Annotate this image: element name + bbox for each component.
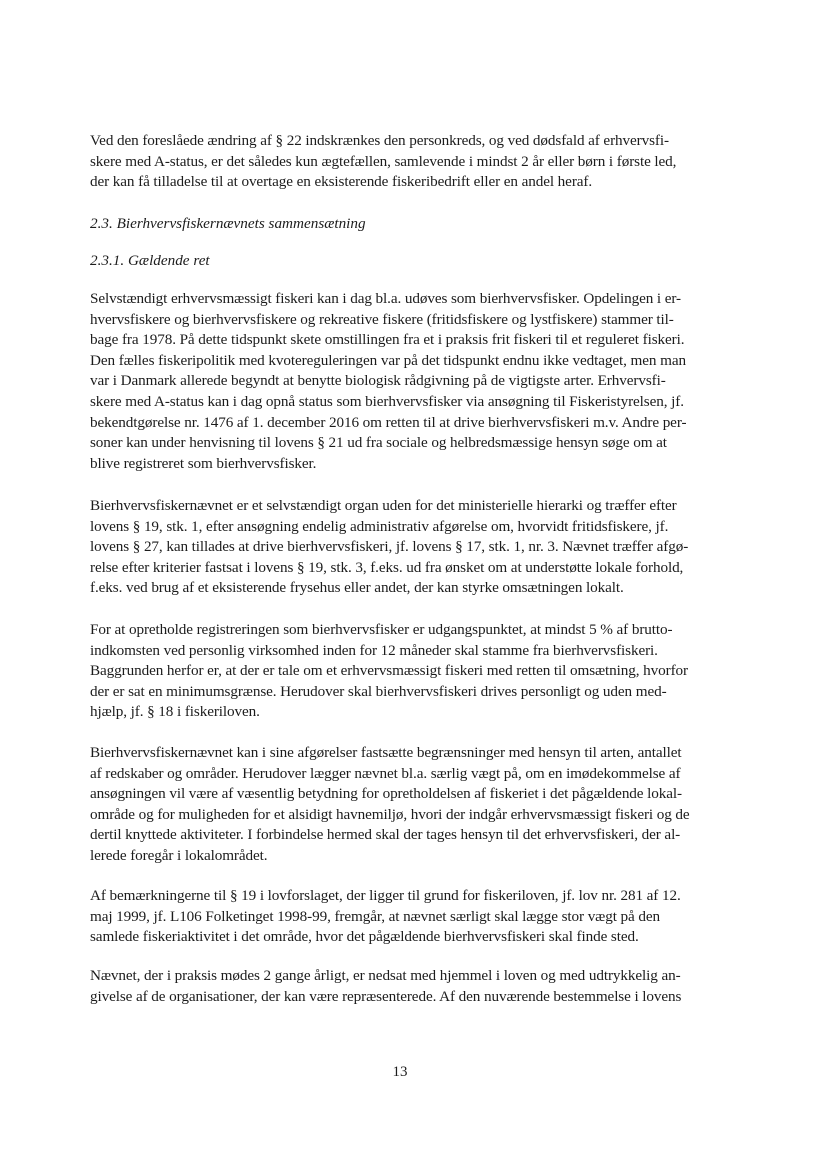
text-line: soner kan under henvisning til lovens § 21 ud fra sociale og helbredsmæssige hensyn søge om at [90,434,667,452]
subsection-heading: 2.3.1. Gældende ret [90,252,210,269]
text-line: maj 1999, jf. L106 Folketinget 1998-99, fremgår, at nævnet særligt skal lægge stor vægt på den [90,907,660,925]
text-line: Ved den foreslåede ændring af § 22 indskrænkes den personkreds, og ved dødsfald af erhvervsfi- [90,132,669,149]
text-line: Bierhvervsfiskernævnet kan i sine afgørelser fastsætte begrænsninger med hensyn til arten, antallet [90,744,682,761]
text-line: blive registreret som bierhvervsfisker. [90,454,317,472]
text-line: der kan få tilladelse til at overtage en eksisterende fiskeribedrift eller en andel heraf. [90,173,593,191]
text-line: hjælp, jf. § 18 i fiskeriloven. [90,703,260,721]
text-line: f.eks. ved brug af et eksisterende frysehus eller andet, der kan styrke omsætningen lokalt. [90,579,624,597]
text-line: indkomsten ved personlig virksomhed inden for 12 måneder skal stamme fra bierhvervsfiskeri. [90,641,658,659]
text-line: Baggrunden herfor er, at der er tale om et erhvervsmæssigt fiskeri med retten til omsætning, hvorfor [90,662,688,680]
text-line: bage fra 1978. På dette tidspunkt skete omstillingen fra et i praksis frit fiskeri til et reguleret fiskeri. [90,331,685,349]
text-line: bekendtgørelse nr. 1476 af 1. december 2016 om retten til at drive bierhvervsfiskeri m.v. Andre per- [90,413,687,431]
text-line: dertil knyttede aktiviteter. I forbindelse hermed skal der tages hensyn til det erhvervsfiskeri, der al- [90,826,681,844]
text-line: relse efter kriterier fastsat i lovens § 19, stk. 3, f.eks. ud fra ønsket om at understøtte lokale forhold, [90,558,684,576]
text-line: lerede foregår i lokalområdet. [90,846,268,864]
paragraph-current-law [90,289,730,474]
paragraph-registration [90,620,730,723]
text-line: af redskaber og områder. Herudover lægger nævnet bl.a. særlig vægt på, om en imødekommelse af [90,764,681,782]
paragraph-intro [90,131,730,193]
paragraph-board-meetings [90,966,730,1007]
text-line: givelse af de organisationer, der kan være repræsenterede. Af den nuværende bestemmelse i lovens [90,987,682,1005]
text-line: der er sat en minimumsgrænse. Herudover skal bierhvervsfiskeri drives personligt og uden med- [90,682,667,700]
text-line: Selvstændigt erhvervsmæssigt fiskeri kan i dag bl.a. udøves som bierhvervsfisker. Opdelingen i er- [90,290,681,307]
text-line: skere med A-status kan i dag opnå status som bierhvervsfisker via ansøgning til Fiskeristyrelsen, jf. [90,392,684,410]
page-number: 13 [392,1064,408,1080]
text-line: hvervsfiskere og bierhvervsfiskere og rekreative fiskere (fritidsfiskere og lystfiskere) stammer til- [90,310,674,328]
paragraph-restrictions [90,743,730,867]
text-line: Bierhvervsfiskernævnet er et selvstændigt organ uden for det ministerielle hierarki og træffer efter [90,497,677,514]
text-line: Den fælles fiskeripolitik med kvotereguleringen var på det tidspunkt endnu ikke vedtaget, men man [90,351,686,369]
text-line: område og for muligheden for et alsidigt havnemiljø, hvori der indgår erhvervsmæssigt fiskeri og de [90,805,690,823]
paragraph-board [90,496,730,599]
text-line: Nævnet, der i praksis mødes 2 gange årligt, er nedsat med hjemmel i loven og med udtrykkelig an- [90,967,681,984]
text-line: lovens § 27, kan tillades at drive bierhvervsfiskeri, jf. lovens § 17, stk. 1, nr. 3. Nævnet træffer afgø- [90,538,689,556]
text-line: Af bemærkningerne til § 19 i lovforslaget, der ligger til grund for fiskeriloven, jf. lov nr. 281 af 12. [90,887,681,904]
section-heading: 2.3. Bierhvervsfiskernævnets sammensætning [90,215,366,232]
text-line: var i Danmark allerede begyndt at benytte biologisk rådgivning på de vigtigste arter. Erhvervsfi- [90,372,666,390]
text-line: ansøgningen vil være af væsentlig betydning for opretholdelsen af fiskeriet i det pågældende lokal- [90,785,682,803]
text-line: skere med A-status, er det således kun ægtefællen, samlevende i mindst 2 år eller børn i første led, [90,152,677,170]
paragraph-remarks [90,886,730,948]
text-line: For at opretholde registreringen som bierhvervsfisker er udgangspunktet, at mindst 5 % af brutto- [90,621,673,638]
text-line: samlede fiskeriaktivitet i det område, hvor det pågældende bierhvervsfiskeri skal finde sted. [90,928,639,946]
text-line: lovens § 19, stk. 1, efter ansøgning endelig administrativ afgørelse om, hvorvidt fritidsfiskere, jf. [90,517,669,535]
